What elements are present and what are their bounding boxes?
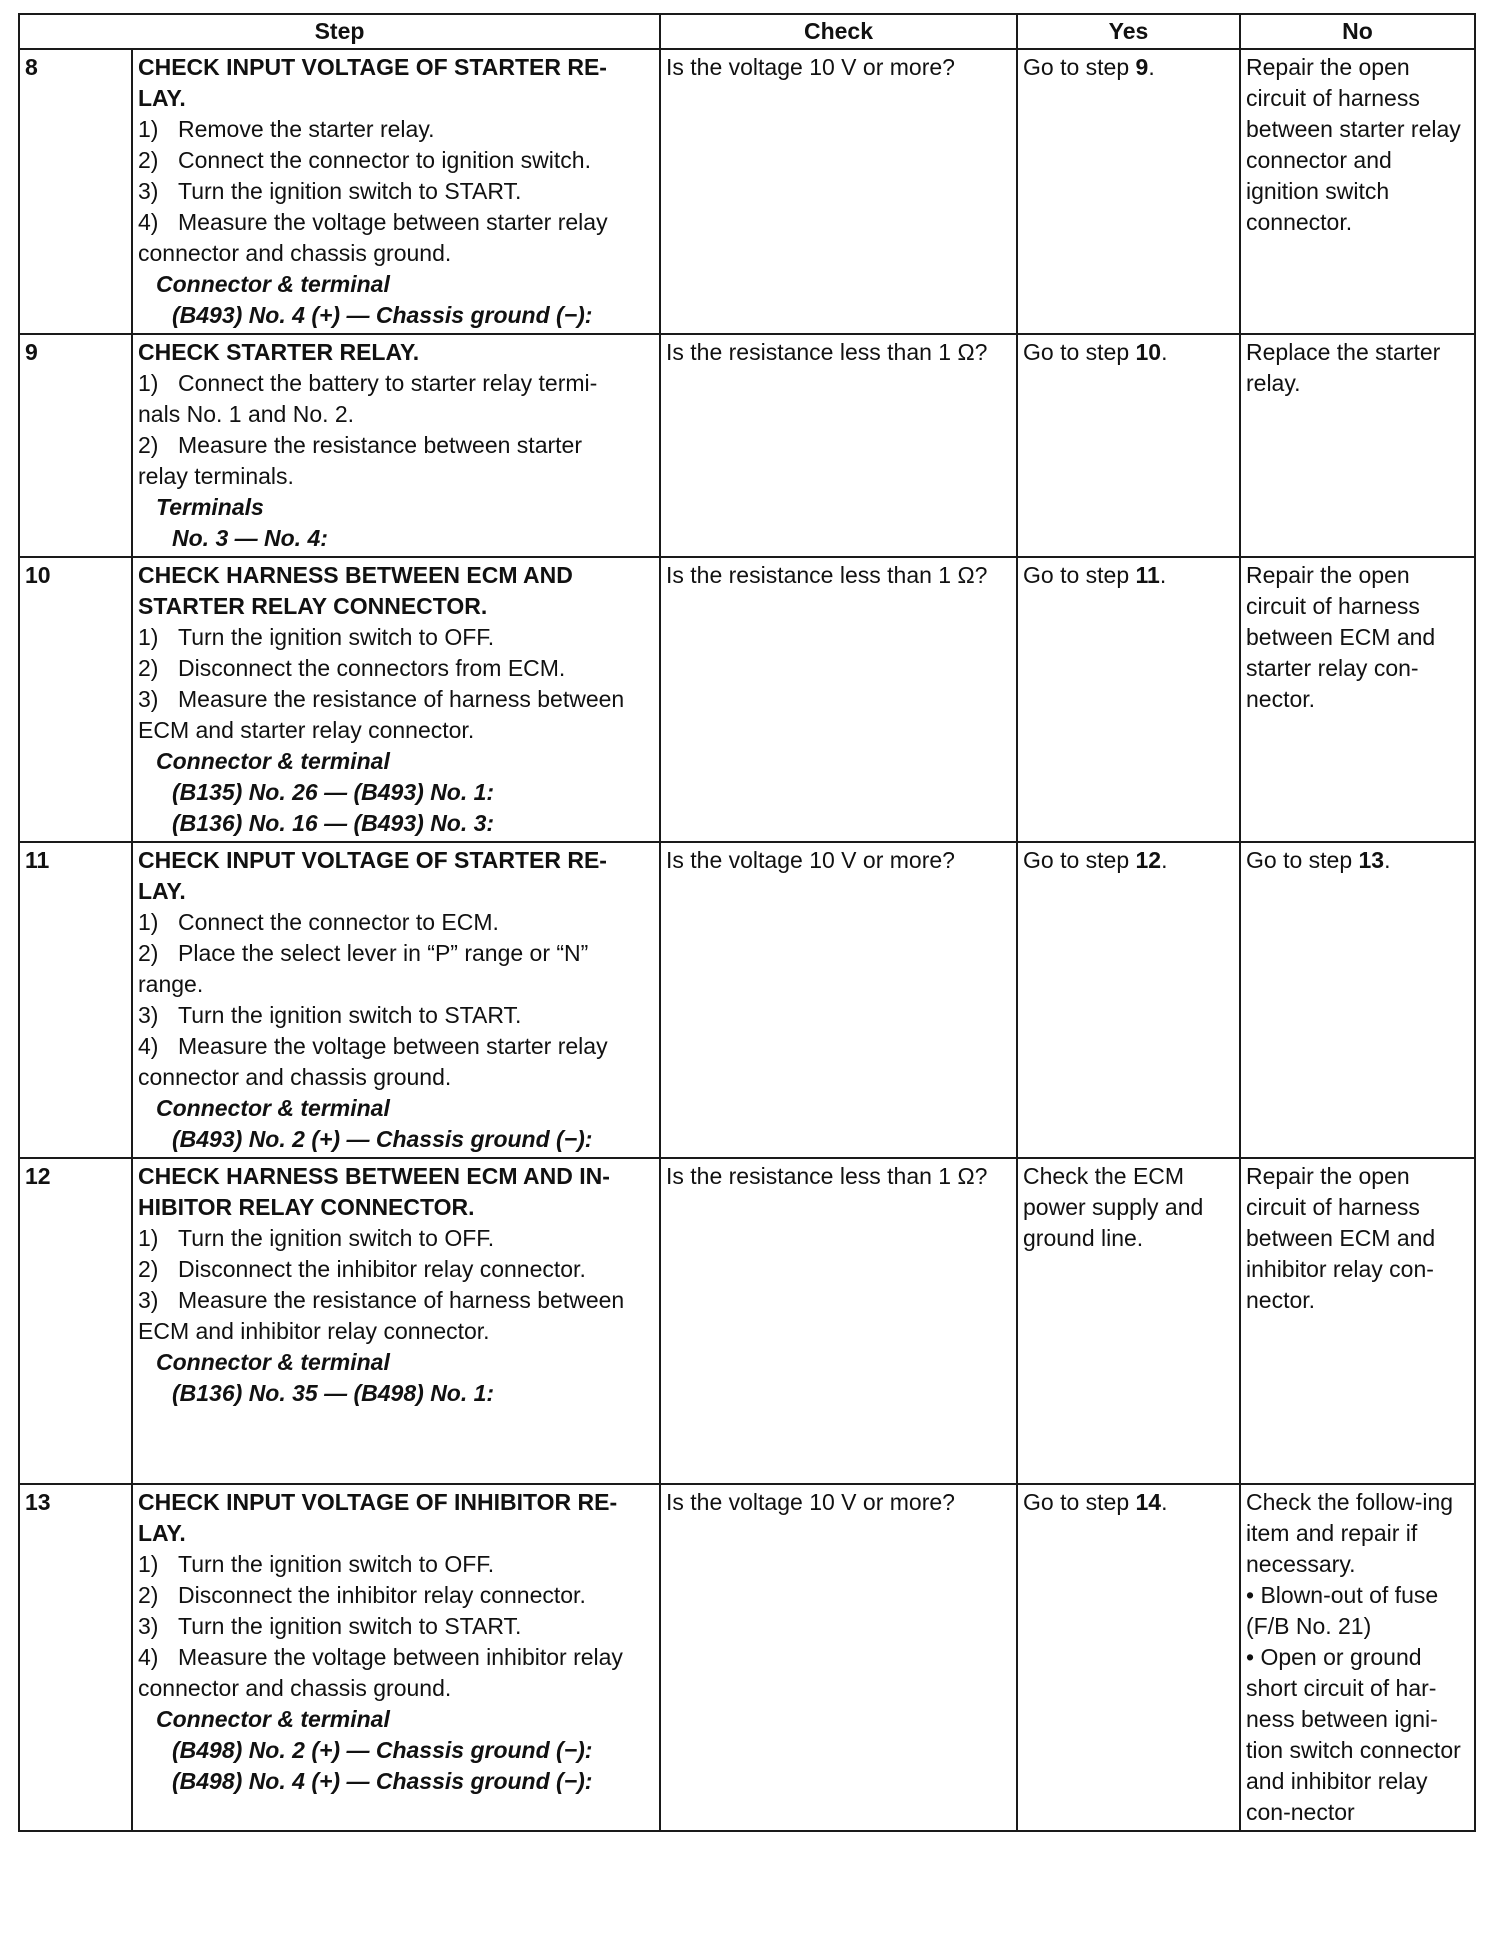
- yes-cell: Check the ECM power supply and ground line.: [1017, 1158, 1240, 1484]
- check-cell: Is the resistance less than 1 Ω?: [660, 1158, 1017, 1484]
- instruction-text: Measure the voltage between inhibitor relay: [178, 1644, 623, 1670]
- table-row: [19, 1158, 1475, 1484]
- step-cell: [132, 1484, 660, 1831]
- no-text: Check the follow-ing item and repair if necessary.: [1246, 1489, 1454, 1577]
- instruction-continued: ECM and inhibitor relay connector.: [138, 1318, 490, 1344]
- instruction-number: 4): [138, 209, 159, 235]
- instruction-line: [138, 684, 654, 715]
- instruction-line: [138, 1000, 654, 1031]
- step-number: 13: [19, 1484, 132, 1831]
- instruction-continued: connector and chassis ground.: [138, 240, 452, 266]
- instruction-number: 2): [138, 432, 159, 458]
- instruction-number: 1): [138, 909, 159, 935]
- check-cell: Is the resistance less than 1 Ω?: [660, 557, 1017, 842]
- instruction-text: Disconnect the inhibitor relay connector.: [178, 1256, 586, 1282]
- spec-label: Terminals: [156, 494, 264, 520]
- instruction-line: [138, 1223, 654, 1254]
- yes-step-number: 10: [1135, 339, 1162, 365]
- instruction-number: 3): [138, 1002, 159, 1028]
- spec-label: Connector & terminal: [156, 1095, 390, 1121]
- spec-value: (B493) No. 2 (+) — Chassis ground (−):: [172, 1126, 593, 1152]
- instruction-text: Connect the connector to ECM.: [178, 909, 499, 935]
- yes-step-number: 12: [1135, 847, 1162, 873]
- step-cell: [132, 49, 660, 334]
- instruction-continued: connector and chassis ground.: [138, 1675, 452, 1701]
- instruction-line: [138, 1285, 654, 1316]
- instruction-number: 2): [138, 1582, 159, 1608]
- instruction-number: 3): [138, 178, 159, 204]
- instruction-number: 1): [138, 1225, 159, 1251]
- instruction-line: [138, 1031, 654, 1062]
- yes-cell: Go to step 10.: [1017, 334, 1240, 557]
- step-cell: [132, 334, 660, 557]
- step-cell: [132, 557, 660, 842]
- header-step: Step: [19, 14, 660, 49]
- instruction-text: Measure the resistance of harness between: [178, 1287, 625, 1313]
- step-title: CHECK INPUT VOLTAGE OF STARTER RE- LAY.: [138, 54, 607, 111]
- step-cell: [132, 1158, 660, 1484]
- instruction-line: [138, 1580, 654, 1611]
- instruction-text: Turn the ignition switch to OFF.: [178, 1551, 495, 1577]
- instruction-number: 1): [138, 1551, 159, 1577]
- step-number: 12: [19, 1158, 132, 1484]
- check-cell: Is the resistance less than 1 Ω?: [660, 334, 1017, 557]
- instruction-line: [138, 176, 654, 207]
- instruction-text: Place the select lever in “P” range or “N”: [178, 940, 589, 966]
- instruction-line: [138, 1611, 654, 1642]
- instruction-continued: ECM and starter relay connector.: [138, 717, 475, 743]
- instruction-line: [138, 114, 654, 145]
- instruction-number: 4): [138, 1644, 159, 1670]
- instruction-text: Connect the battery to starter relay termi-: [178, 370, 598, 396]
- instruction-line: [138, 653, 654, 684]
- table-row: [19, 557, 1475, 842]
- step-title: CHECK INPUT VOLTAGE OF INHIBITOR RE- LAY.: [138, 1489, 618, 1546]
- instruction-continued: connector and chassis ground.: [138, 1064, 452, 1090]
- step-number: 10: [19, 557, 132, 842]
- no-step-number: 13: [1358, 847, 1385, 873]
- instruction-line: [138, 1549, 654, 1580]
- instruction-number: 3): [138, 1613, 159, 1639]
- instruction-line: [138, 907, 654, 938]
- no-cell: [1240, 557, 1475, 842]
- header-yes: Yes: [1017, 14, 1240, 49]
- instruction-text: Measure the resistance of harness between: [178, 686, 625, 712]
- instruction-continued: nals No. 1 and No. 2.: [138, 401, 355, 427]
- step-title: CHECK HARNESS BETWEEN ECM AND STARTER RELAY CONNECTOR.: [138, 562, 573, 619]
- instruction-number: 1): [138, 116, 159, 142]
- spec-label: Connector & terminal: [156, 1349, 390, 1375]
- no-text: Repair the open circuit of harness between ECM and starter relay con-nector.: [1246, 562, 1436, 712]
- no-bullet: • Open or ground short circuit of har-ness between igni-tion switch connector and inhibitor relay con-nector: [1246, 1644, 1461, 1825]
- instruction-number: 3): [138, 1287, 159, 1313]
- instruction-line: [138, 938, 654, 969]
- no-text: Repair the open circuit of harness between starter relay connector and ignition switch connector.: [1246, 54, 1461, 235]
- spec-value: (B136) No. 35 — (B498) No. 1:: [172, 1380, 495, 1406]
- header-check: Check: [660, 14, 1017, 49]
- instruction-line: [138, 1642, 654, 1673]
- instruction-text: Connect the connector to ignition switch.: [178, 147, 591, 173]
- instruction-line: [138, 145, 654, 176]
- no-cell: [1240, 49, 1475, 334]
- instruction-text: Turn the ignition switch to START.: [178, 1613, 522, 1639]
- instruction-line: [138, 1254, 654, 1285]
- no-text: Repair the open circuit of harness between ECM and inhibitor relay con-nector.: [1246, 1163, 1436, 1313]
- check-cell: Is the voltage 10 V or more?: [660, 842, 1017, 1158]
- check-cell: Is the voltage 10 V or more?: [660, 1484, 1017, 1831]
- header-row: [19, 14, 1475, 49]
- instruction-line: [138, 207, 654, 238]
- instruction-text: Turn the ignition switch to OFF.: [178, 624, 495, 650]
- check-cell: Is the voltage 10 V or more?: [660, 49, 1017, 334]
- instruction-text: Remove the starter relay.: [178, 116, 435, 142]
- spec-value: (B136) No. 16 — (B493) No. 3:: [172, 810, 495, 836]
- instruction-number: 2): [138, 940, 159, 966]
- diagnostic-table: [18, 13, 1476, 1832]
- instruction-text: Turn the ignition switch to START.: [178, 1002, 522, 1028]
- yes-cell: Go to step 12.: [1017, 842, 1240, 1158]
- instruction-text: Disconnect the connectors from ECM.: [178, 655, 566, 681]
- instruction-number: 2): [138, 147, 159, 173]
- spec-label: Connector & terminal: [156, 1706, 390, 1732]
- spec-label: Connector & terminal: [156, 748, 390, 774]
- no-bullet: • Blown-out of fuse (F/B No. 21): [1246, 1582, 1439, 1639]
- instruction-text: Turn the ignition switch to OFF.: [178, 1225, 495, 1251]
- table-row: [19, 49, 1475, 334]
- no-text: Replace the starter relay.: [1246, 339, 1441, 396]
- yes-cell: Go to step 14.: [1017, 1484, 1240, 1831]
- yes-cell: Go to step 9.: [1017, 49, 1240, 334]
- table-row: [19, 1484, 1475, 1831]
- spec-value: (B135) No. 26 — (B493) No. 1:: [172, 779, 495, 805]
- instruction-line: [138, 622, 654, 653]
- spec-value: (B498) No. 2 (+) — Chassis ground (−):: [172, 1737, 593, 1763]
- yes-step-number: 9: [1135, 54, 1149, 80]
- table-row: [19, 334, 1475, 557]
- table-row: [19, 842, 1475, 1158]
- instruction-text: Measure the voltage between starter relay: [178, 1033, 608, 1059]
- instruction-continued: range.: [138, 971, 204, 997]
- yes-step-number: 11: [1135, 562, 1160, 588]
- step-title: CHECK INPUT VOLTAGE OF STARTER RE- LAY.: [138, 847, 607, 904]
- step-number: 8: [19, 49, 132, 334]
- spec-value: (B498) No. 4 (+) — Chassis ground (−):: [172, 1768, 593, 1794]
- instruction-number: 4): [138, 1033, 159, 1059]
- spec-value: (B493) No. 4 (+) — Chassis ground (−):: [172, 302, 593, 328]
- instruction-number: 1): [138, 370, 159, 396]
- instruction-number: 2): [138, 1256, 159, 1282]
- step-title: CHECK STARTER RELAY.: [138, 339, 420, 365]
- instruction-number: 3): [138, 686, 159, 712]
- no-cell: [1240, 1158, 1475, 1484]
- instruction-text: Measure the resistance between starter: [178, 432, 582, 458]
- step-cell: [132, 842, 660, 1158]
- instruction-line: [138, 368, 654, 399]
- step-number: 11: [19, 842, 132, 1158]
- no-cell: Go to step 13.: [1240, 842, 1475, 1158]
- instruction-line: [138, 430, 654, 461]
- instruction-number: 2): [138, 655, 159, 681]
- instruction-text: Turn the ignition switch to START.: [178, 178, 522, 204]
- instruction-text: Measure the voltage between starter relay: [178, 209, 608, 235]
- instruction-continued: relay terminals.: [138, 463, 294, 489]
- step-title: CHECK HARNESS BETWEEN ECM AND IN- HIBITOR RELAY CONNECTOR.: [138, 1163, 610, 1220]
- spec-value: No. 3 — No. 4:: [172, 525, 328, 551]
- yes-step-number: 14: [1135, 1489, 1162, 1515]
- no-cell: [1240, 1484, 1475, 1831]
- header-no: No: [1240, 14, 1475, 49]
- step-number: 9: [19, 334, 132, 557]
- spec-label: Connector & terminal: [156, 271, 390, 297]
- yes-cell: Go to step 11.: [1017, 557, 1240, 842]
- no-cell: [1240, 334, 1475, 557]
- instruction-text: Disconnect the inhibitor relay connector.: [178, 1582, 586, 1608]
- instruction-number: 1): [138, 624, 159, 650]
